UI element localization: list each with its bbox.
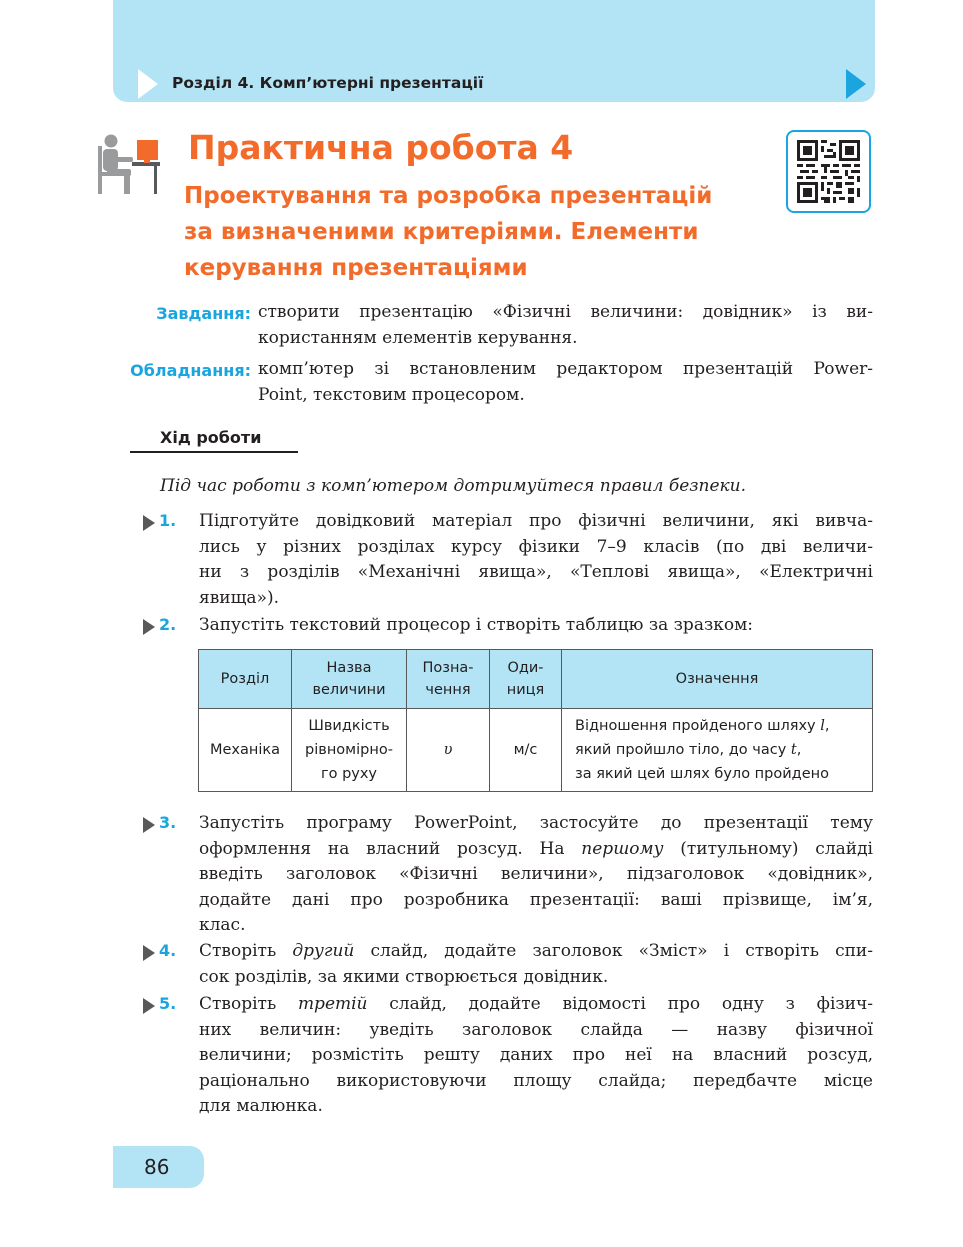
section-title: Розділ 4. Комп’ютерні презентації [172,74,484,92]
step-number: 3. [159,813,177,832]
cell-text: , [824,718,830,734]
text-span: слайд, додайте відомості про одну з фізич- [367,994,873,1014]
header-text: Позна- [422,660,474,676]
cell-text: за який цей шлях було пройдено [575,766,829,782]
step-number: 4. [159,941,177,960]
heading-underline [130,451,298,453]
task-label: Завдання: [156,304,251,323]
next-arrow-icon [846,69,866,99]
text-line: створити презентацію «Фізичні величини: довідник» із ви- [258,302,873,322]
header-text: Розділ [220,671,270,687]
text-span: третій [297,994,368,1014]
cell-text: t [790,742,797,758]
column-header [407,650,490,709]
subtitle-line: керування презентаціями [184,255,528,281]
text-line: раціонально використовуючи площу слайда; передбачте місце [199,1070,873,1091]
text-line: введіть заголовок «Фізичні величини», підзаголовок «довідник», [199,864,873,884]
step-number: 5. [159,994,177,1013]
text-line: клас. [199,915,246,935]
computer-work-icon [97,132,163,196]
page-subtitle [184,178,764,286]
column-header [562,650,873,709]
text-line: Запустіть програму PowerPoint, застосуйте до презентації тему [199,813,873,833]
cell-text: го руху [320,766,378,782]
cell-text: Швидкість [308,718,390,734]
text-span: (титульному) слайді [663,838,873,859]
equipment-label: Обладнання: [130,361,251,380]
progress-heading: Хід роботи [160,428,262,447]
step-5-text [199,992,873,1120]
header-text: Означення [675,671,759,687]
table-cell: Механіка [199,709,292,792]
step-marker-icon [143,945,155,961]
step-marker-icon [143,515,155,531]
header-text: ниця [506,682,545,698]
text-line: для малюнка. [199,1096,323,1116]
text-line: них величин: уведіть заголовок слайда — назву фізичної [199,1019,873,1040]
text-line: лись у різних розділах курсу фізики 7–9 класів (по дві величи- [199,536,873,557]
play-triangle-icon [138,69,158,99]
column-header [292,650,407,709]
subtitle-line: за визначеними критеріями. Елементи [184,219,699,245]
safety-note: Під час роботи з комп’ютером дотримуйтеся правил безпеки. [160,476,747,496]
text-line: сок розділів, за якими створюється довідник. [199,966,609,987]
table-cell: м/с [490,709,562,792]
text-span: Створіть [199,941,293,961]
text-line: Запустіть текстовий процесор і створіть таблицю за зразком: [199,615,754,635]
cell-text: який пройшло тіло, до часу [575,742,791,758]
header-text: величини [312,682,386,698]
text-line: явища»). [199,587,280,608]
header-text: Назва [326,660,372,676]
step-marker-icon [143,817,155,833]
table-row [199,709,873,792]
table-cell [562,709,873,792]
text-line: Point, текстовим процесором. [258,384,525,405]
page-title: Практична робота 4 [188,128,574,167]
text-span: другий [292,941,355,961]
qr-code-icon[interactable] [786,130,871,213]
cell-text: l [820,718,825,734]
text-line [199,837,873,863]
cell-text: рівномірно- [305,742,393,758]
cell-symbol: υ [443,742,453,758]
page-number: 86 [144,1155,170,1179]
text-line: додайте дані про розробника презентації: ваші прізвище, ім’я, [199,889,873,910]
text-line: користанням елементів керування. [258,327,578,348]
table-cell [407,709,490,792]
subtitle-line: Проектування та розробка презентацій [184,183,713,209]
step-1-text [199,509,873,611]
text-line: величини; розмістіть решту даних про неї на власний розсуд, [199,1045,873,1065]
table-header-row [199,650,873,709]
column-header [490,650,562,709]
header-text: чення [425,682,471,698]
text-span: оформлення на власний розсуд. На [199,838,582,859]
step-number: 2. [159,615,177,634]
step-number: 1. [159,511,177,530]
cell-text: Відношення пройденого шляху [575,718,821,734]
step-4-text [199,939,873,990]
text-span: першому [581,838,664,859]
step-3-text [199,811,873,939]
header-text: Оди- [507,660,544,676]
text-span: слайд, додайте заголовок «Зміст» і створіть спи- [354,941,873,961]
step-marker-icon [143,998,155,1014]
equipment-text [258,357,873,408]
text-line: ни з розділів «Механічні явища», «Теплові явища», «Електричні [199,562,873,582]
step-2-text [199,613,873,639]
column-header [199,650,292,709]
table-cell [292,709,407,792]
cell-text: , [796,742,802,758]
text-line [199,992,873,1018]
step-marker-icon [143,619,155,635]
task-text [258,300,873,351]
text-line: комп’ютер зі встановленим редактором презентацій Power- [258,359,873,379]
sample-table [198,649,873,792]
text-span: Створіть [199,994,298,1014]
text-line: Підготуйте довідковий матеріал про фізичні величини, які вивча- [199,511,873,531]
text-line [199,939,873,965]
